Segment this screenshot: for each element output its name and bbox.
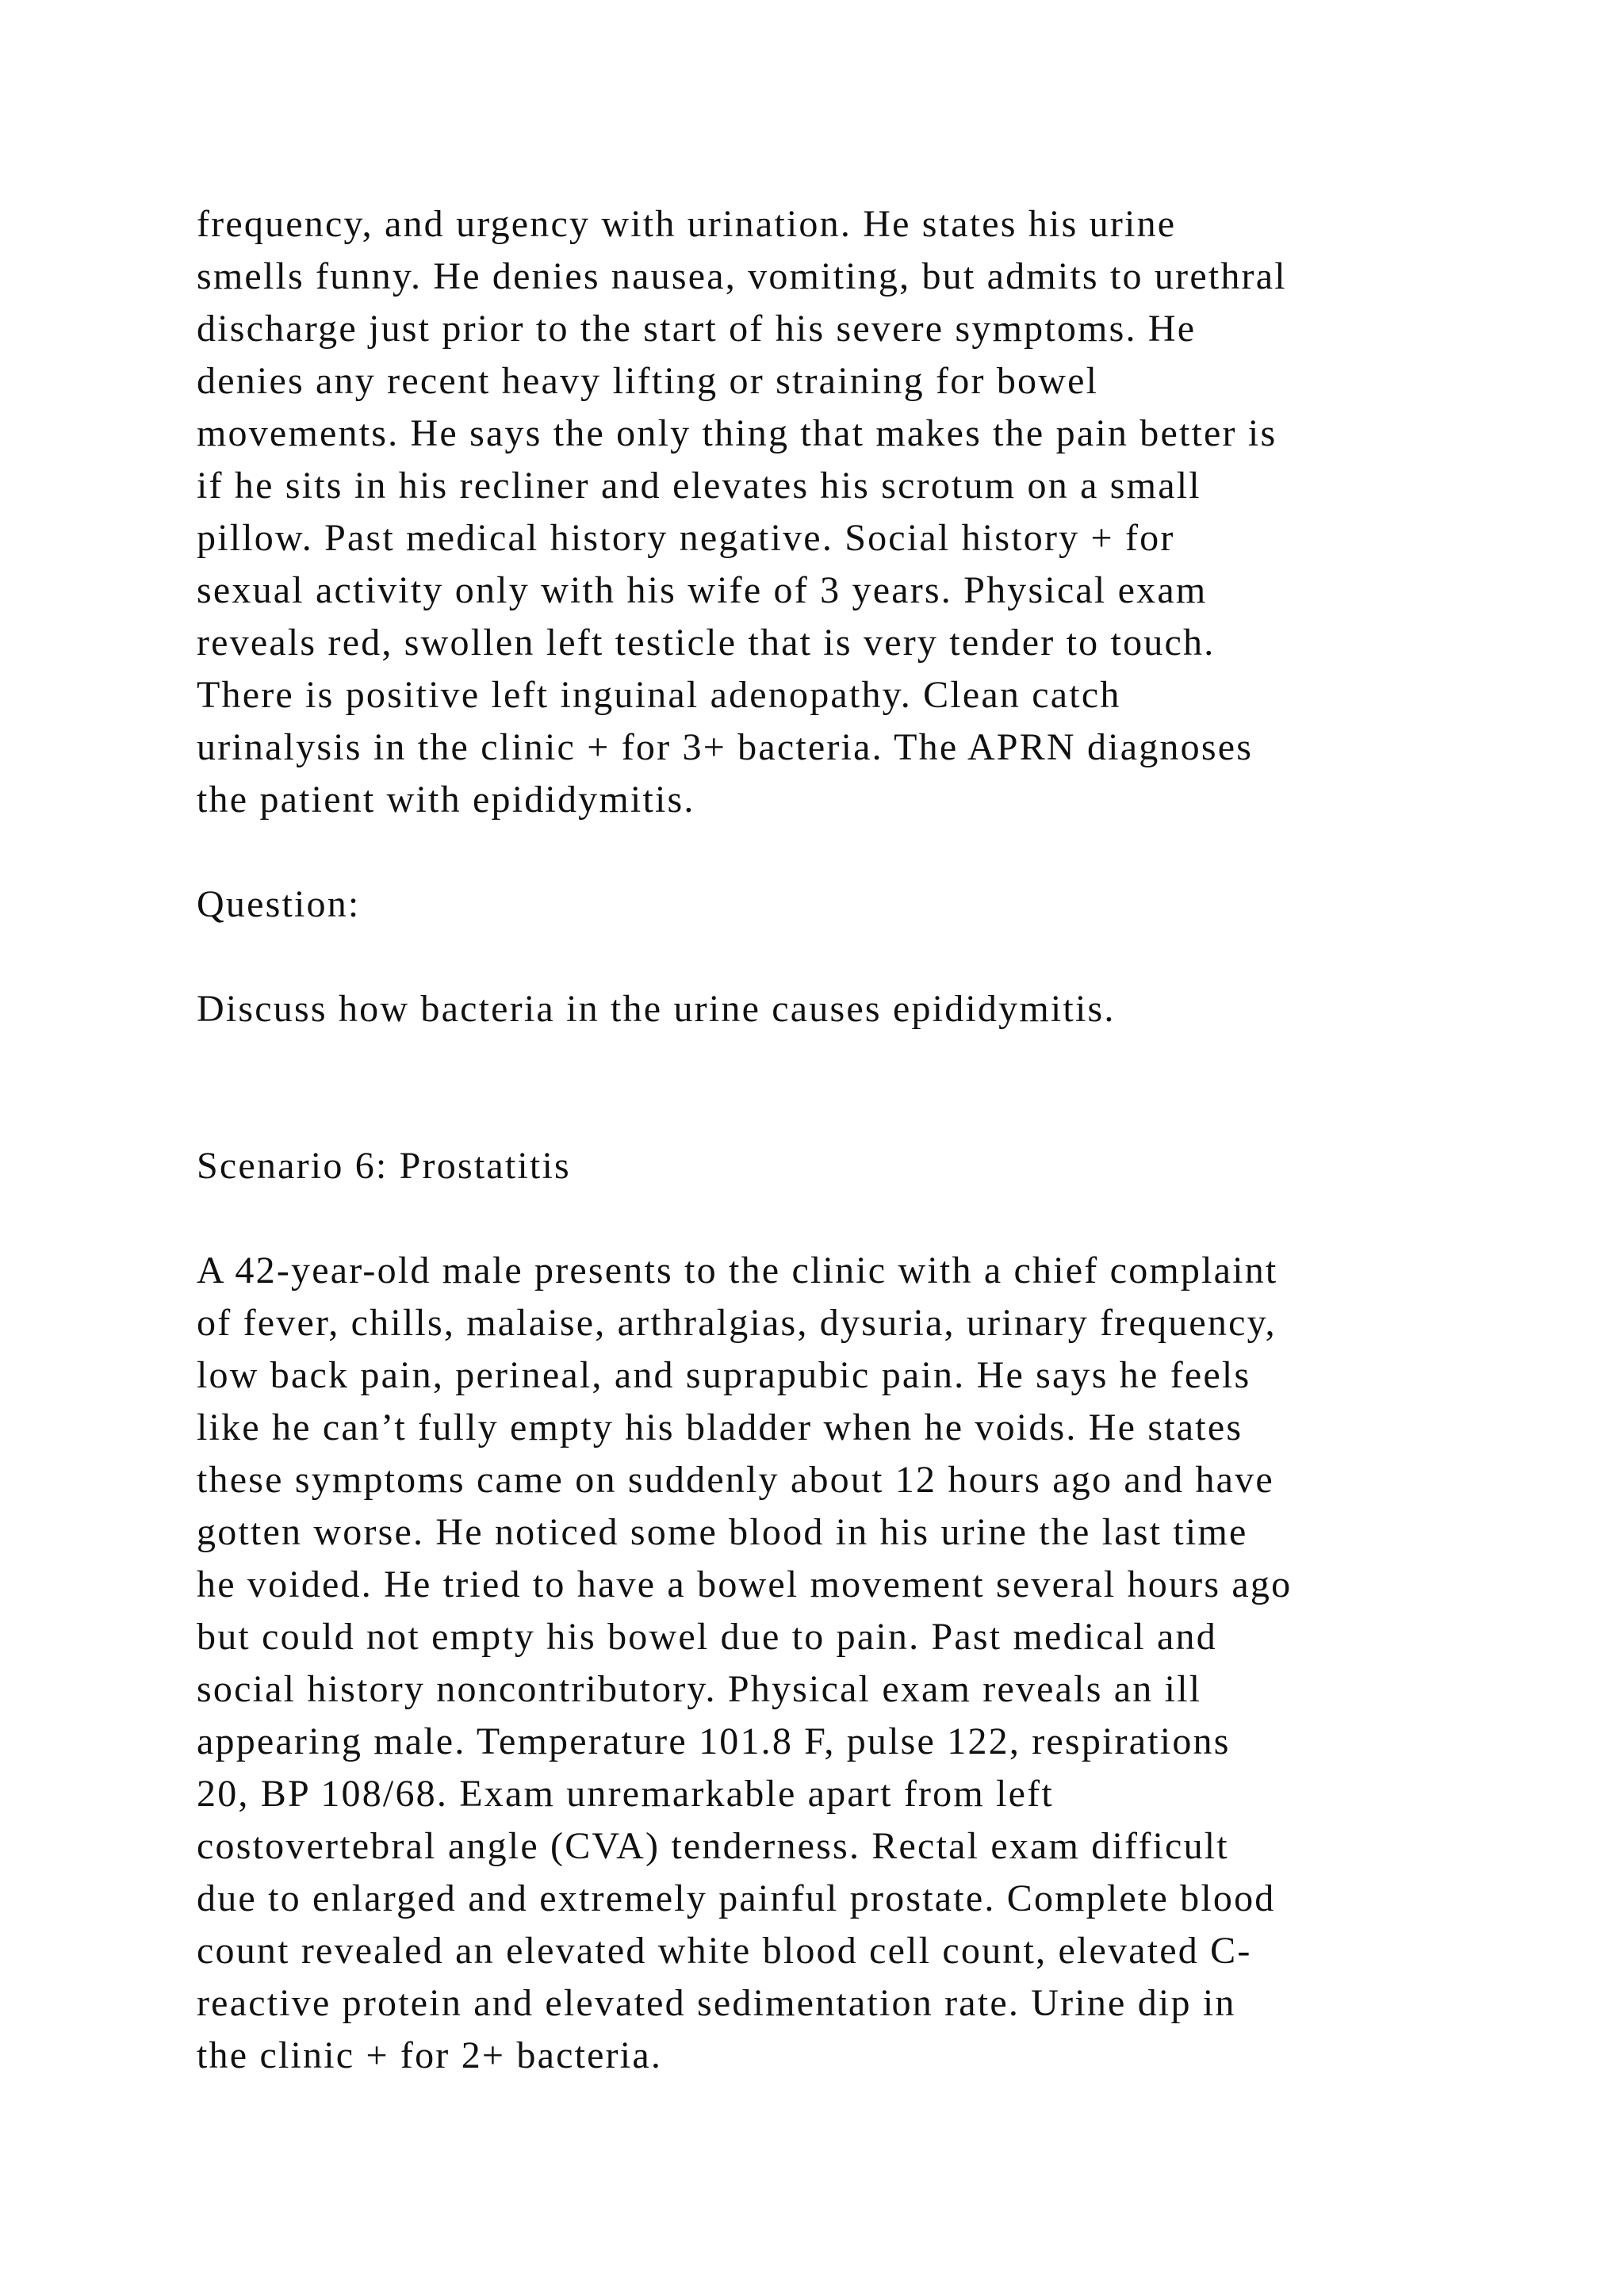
paragraph-2-line: he voided. He tried to have a bowel movement several hours ago	[197, 1563, 1293, 1605]
paragraph-2-line: these symptoms came on suddenly about 12 hours ago and have	[197, 1459, 1274, 1501]
question-text: Discuss how bacteria in the urine causes epididymitis.	[197, 988, 1116, 1030]
paragraph-2-line: 20, BP 108/68. Exam unremarkable apart from left	[197, 1773, 1054, 1815]
paragraph-2-line: A 42-year-old male presents to the clinic with a chief complaint	[197, 1249, 1278, 1292]
paragraph-2-line: gotten worse. He noticed some blood in his urine the last time	[197, 1511, 1248, 1553]
paragraph-1-line: if he sits in his recliner and elevates his scrotum on a small	[197, 465, 1201, 507]
paragraph-1-line: pillow. Past medical history negative. Social history + for	[197, 517, 1175, 559]
scenario-heading: Scenario 6: Prostatitis	[197, 1145, 571, 1187]
paragraph-1-line: There is positive left inguinal adenopathy. Clean catch	[197, 674, 1121, 716]
paragraph-2-line: but could not empty his bowel due to pain. Past medical and	[197, 1616, 1217, 1658]
paragraph-1-line: the patient with epididymitis.	[197, 779, 695, 821]
paragraph-1-line: movements. He says the only thing that makes the pain better is	[197, 412, 1277, 454]
paragraph-1-line: reveals red, swollen left testicle that is very tender to touch.	[197, 622, 1216, 664]
paragraph-2-line: the clinic + for 2+ bacteria.	[197, 2034, 663, 2076]
paragraph-1-line: sexual activity only with his wife of 3 years. Physical exam	[197, 569, 1208, 611]
paragraph-1-line: discharge just prior to the start of his severe symptoms. He	[197, 308, 1197, 350]
paragraph-2-line: of fever, chills, malaise, arthralgias, dysuria, urinary frequency,	[197, 1302, 1277, 1344]
paragraph-1-line: urinalysis in the clinic + for 3+ bacteria. The APRN diagnoses	[197, 726, 1254, 768]
paragraph-2-line: like he can’t fully empty his bladder when he voids. He states	[197, 1406, 1243, 1448]
paragraph-2-line: count revealed an elevated white blood cell count, elevated C-	[197, 1930, 1252, 1972]
paragraph-2-line: reactive protein and elevated sedimentation rate. Urine dip in	[197, 1982, 1236, 2024]
paragraph-2-line: appearing male. Temperature 101.8 F, pulse 122, respirations	[197, 1720, 1231, 1762]
paragraph-2-line: low back pain, perineal, and suprapubic pain. He says he feels	[197, 1354, 1251, 1396]
paragraph-2-line: due to enlarged and extremely painful prostate. Complete blood	[197, 1877, 1276, 1919]
paragraph-2-line: social history noncontributory. Physical exam reveals an ill	[197, 1668, 1202, 1710]
paragraph-1-line: denies any recent heavy lifting or straining for bowel	[197, 360, 1099, 402]
paragraph-1-line: smells funny. He denies nausea, vomiting, but admits to urethral	[197, 255, 1287, 297]
paragraph-1-line: frequency, and urgency with urination. He states his urine	[197, 203, 1177, 245]
paragraph-2-line: costovertebral angle (CVA) tenderness. Rectal exam difficult	[197, 1825, 1229, 1867]
question-label: Question:	[197, 883, 361, 925]
